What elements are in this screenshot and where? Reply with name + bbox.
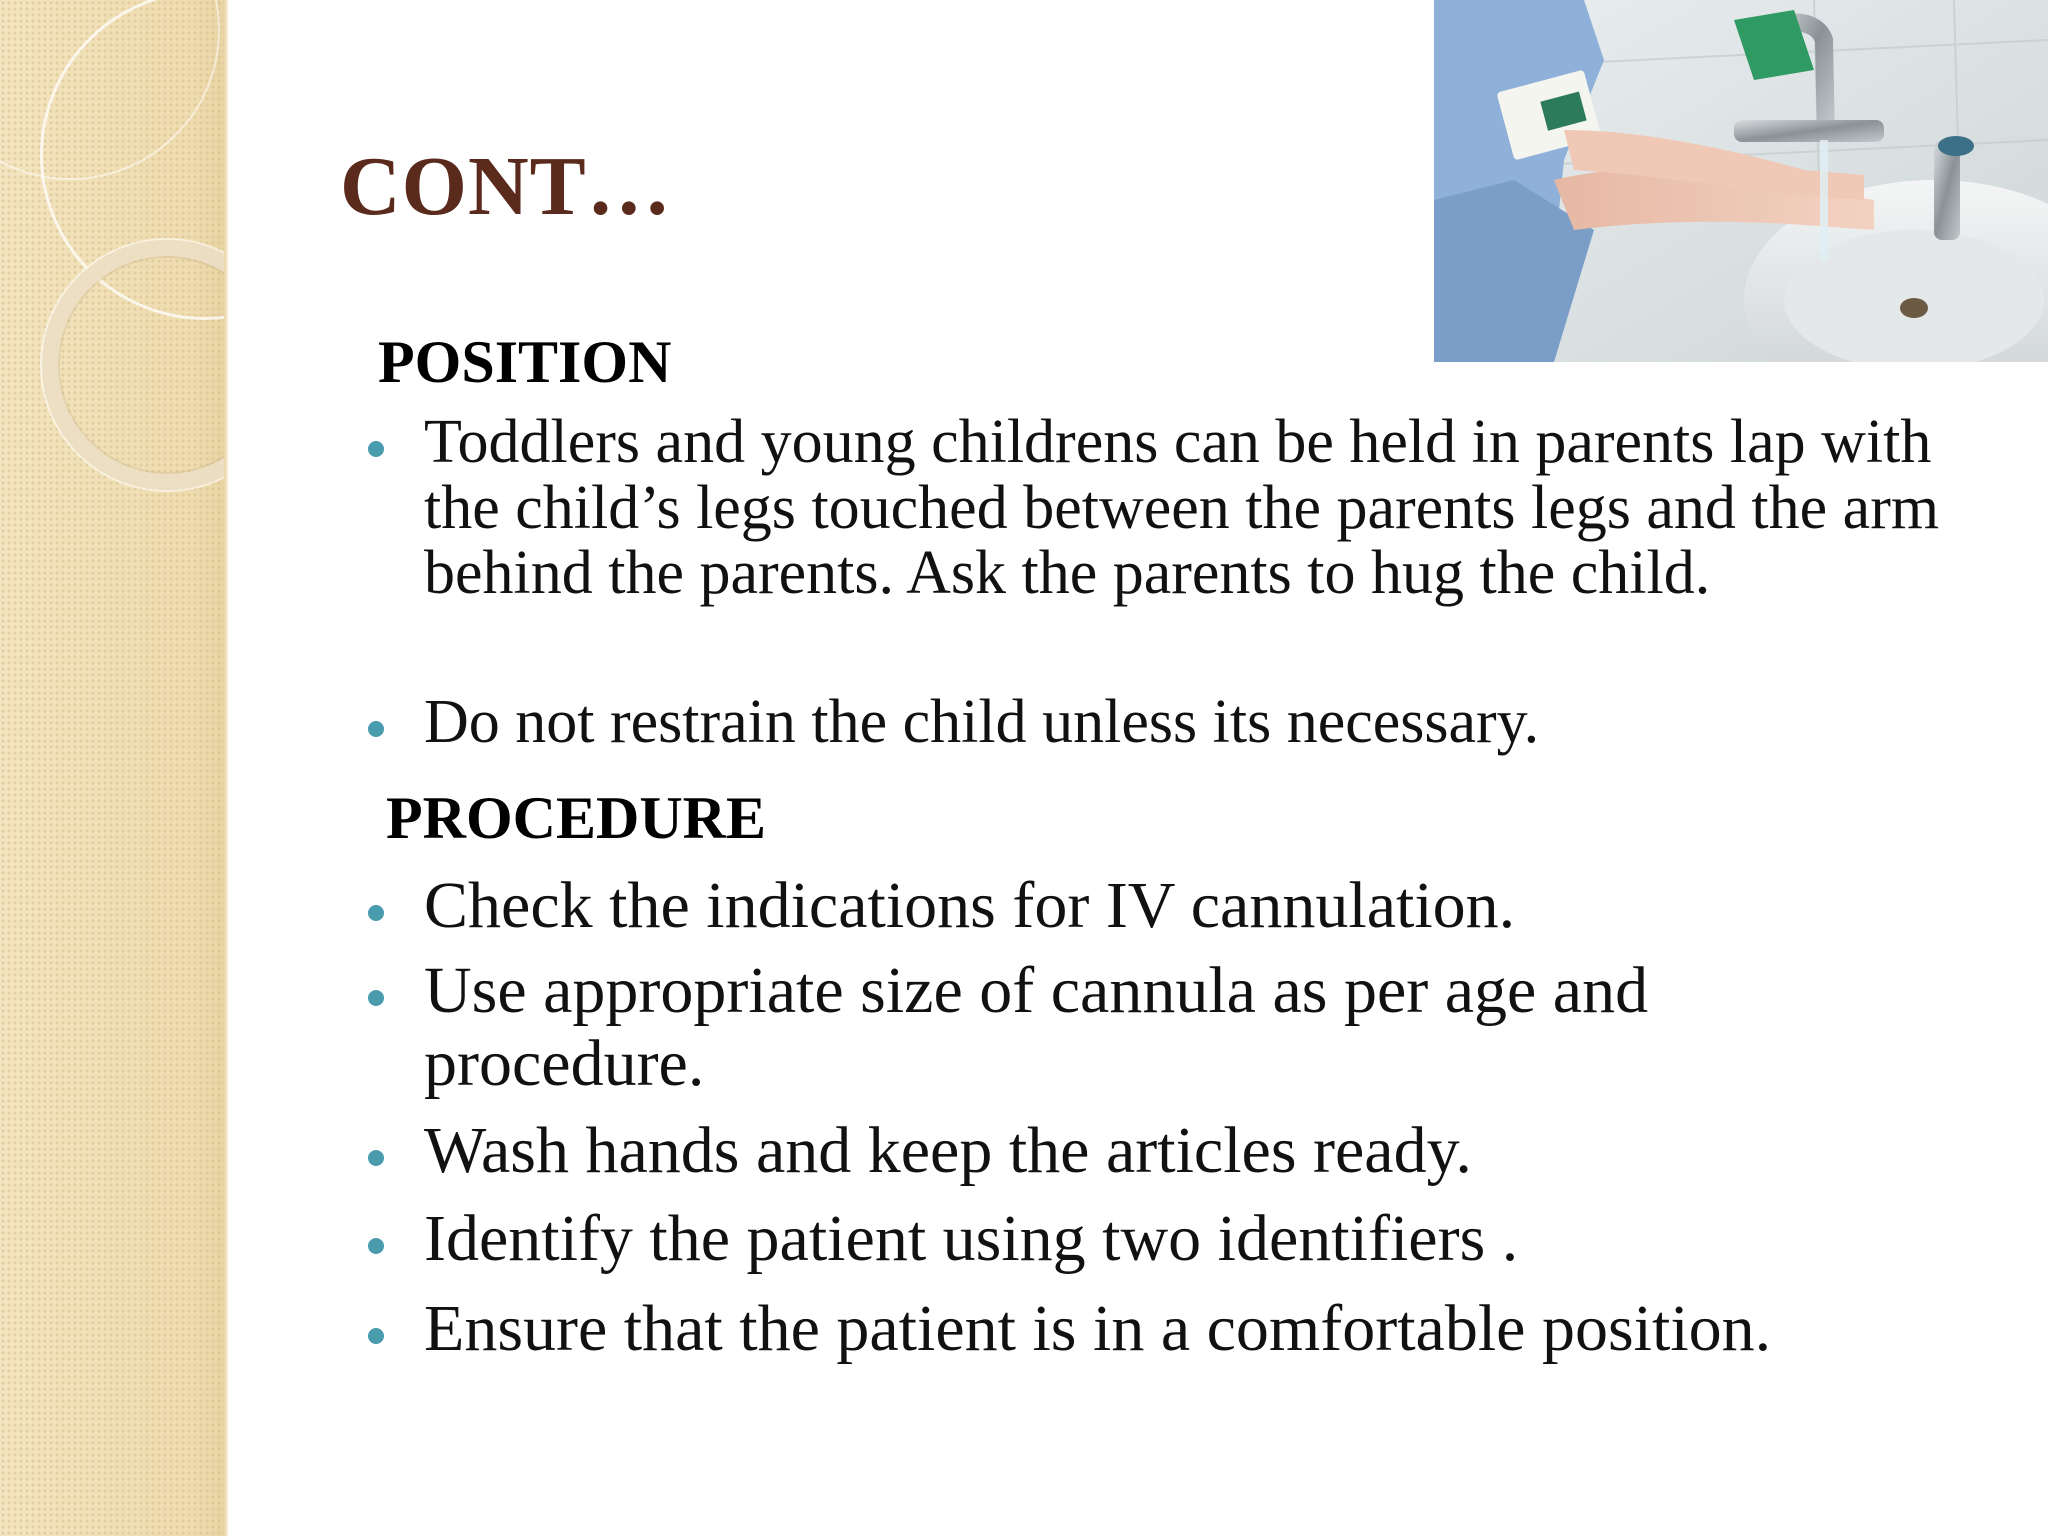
decorative-sidebar xyxy=(0,0,228,1536)
bullet-text: Check the indications for IV cannulation. xyxy=(424,869,1516,942)
list-item xyxy=(424,1293,2004,1366)
bullet-icon xyxy=(368,905,384,921)
bullet-icon xyxy=(368,1150,384,1166)
section-heading-position: POSITION xyxy=(378,329,672,395)
bullet-text: Ensure that the patient is in a comfortable position. xyxy=(424,1292,1772,1365)
handwashing-photo xyxy=(1434,0,2048,362)
bullet-icon xyxy=(368,721,384,737)
bullet-icon xyxy=(368,441,384,457)
bullet-text: Use appropriate size of cannula as per age and procedure. xyxy=(424,954,1649,1100)
list-item xyxy=(424,1203,1984,1276)
bullet-icon xyxy=(368,1238,384,1254)
bullet-text: Do not restrain the child unless its necessary. xyxy=(424,688,1540,756)
bullet-icon xyxy=(368,990,384,1006)
bullet-icon xyxy=(368,1328,384,1344)
bullet-text: Toddlers and young childrens can be held in parents lap with the child’s legs touched between the parents legs and the arm behind the parents. Ask the parents to hug the child. xyxy=(424,408,1940,608)
list-item xyxy=(424,690,1984,756)
list-item xyxy=(424,1115,1984,1188)
section-heading-procedure: PROCEDURE xyxy=(386,785,767,851)
sidebar-edge xyxy=(224,0,228,1536)
decorative-ring xyxy=(42,240,228,490)
bullet-text: Wash hands and keep the articles ready. xyxy=(424,1114,1472,1187)
bullet-text: Identify the patient using two identifiers . xyxy=(424,1202,1519,1275)
list-item xyxy=(424,410,1984,607)
slide-title: CONT… xyxy=(340,140,672,233)
list-item xyxy=(424,955,1844,1100)
list-item xyxy=(424,870,1984,943)
